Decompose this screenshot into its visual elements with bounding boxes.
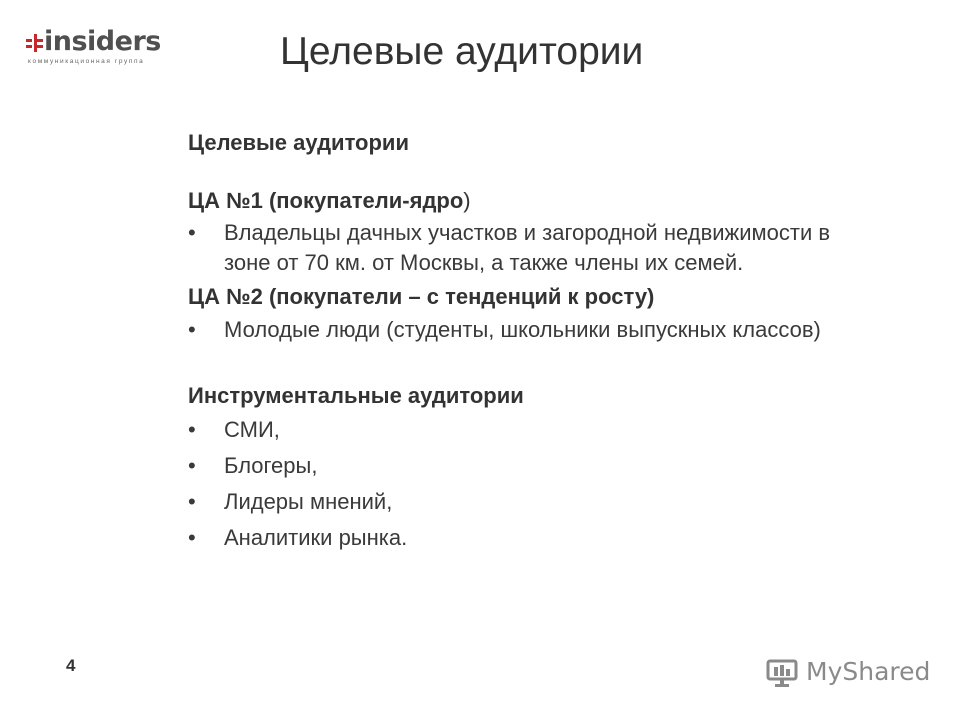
list-item: • Лидеры мнений, [188, 487, 868, 517]
myshared-logo-icon [766, 658, 800, 688]
ca1-title-text: ЦА №1 (покупатели-ядро [188, 188, 464, 213]
watermark-text: MyShared [806, 657, 931, 686]
slide-title: Целевые аудитории [280, 30, 644, 73]
list-item: • Блогеры, [188, 451, 868, 481]
logo-wordmark: insiders [44, 26, 161, 57]
instrumental-title: Инструментальные аудитории [188, 383, 524, 408]
ca2-list [188, 315, 868, 345]
ca1-list [188, 218, 868, 278]
list-item: • СМИ, [188, 415, 868, 445]
list-item: • Аналитики рынка. [188, 523, 868, 553]
slide-content [188, 128, 868, 559]
ca1-title-close: ) [463, 188, 471, 213]
list-item: • Владельцы дачных участков и загородной недвижимости в зоне от 70 км. от Москвы, а также члены их семей. [188, 218, 868, 278]
logo-tagline: коммуникационная группа [28, 58, 145, 65]
ca2-title: ЦА №2 (покупатели – с тенденций к росту) [188, 284, 655, 309]
page-number: 4 [66, 656, 76, 675]
list-item: • Молодые люди (студенты, школьники выпускных классов) [188, 315, 868, 345]
logo-mark-icon [26, 34, 44, 52]
company-logo [26, 28, 166, 68]
instrumental-list [188, 415, 868, 553]
ca1-title [188, 186, 868, 216]
content-heading: Целевые аудитории [188, 130, 409, 155]
